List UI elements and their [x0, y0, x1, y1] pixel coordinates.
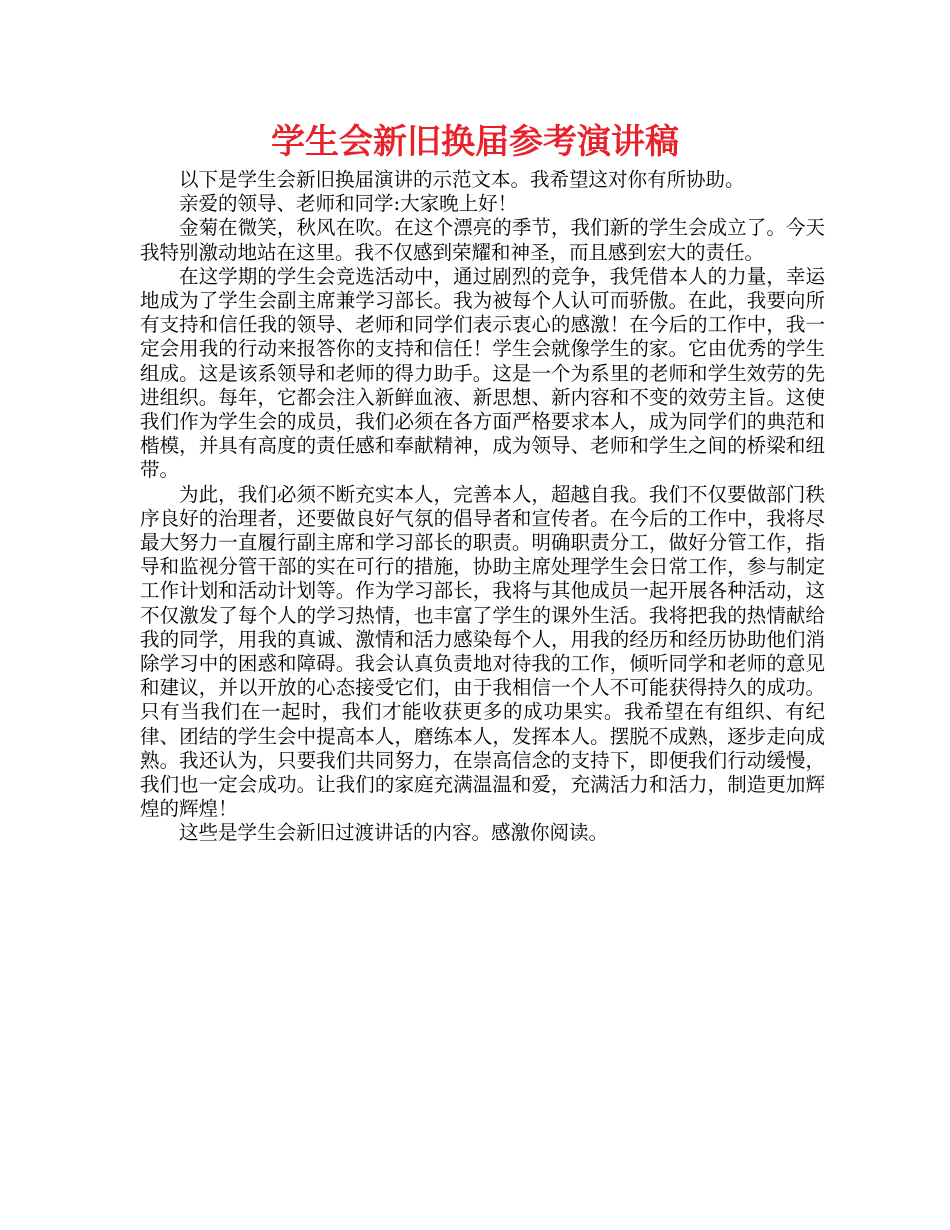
- paragraph-closing: 这些是学生会新旧过渡讲话的内容。感激你阅读。: [179, 821, 609, 845]
- paragraph-intro: 以下是学生会新旧换届演讲的示范文本。我希望这对你有所协助。: [179, 168, 745, 191]
- document-title: 学生会新旧换届参考演讲稿: [271, 122, 679, 162]
- paragraph-election: 在这学期的学生会竞选活动中，通过剧烈的竞争，我凭借本人的力量，幸运地成为了学生会副主席兼学习部长。我为被每个人认可而骄傲。在此，我要向所有支持和信任我的领导、老师和同学们表示衷心的感激！在今后的工作中，我一定会用我的行动来报答你的支持和信任！学生会就像学生的家。它由优秀的学生组成。这是该系领导和老师的得力助手。这是一个为系里的老师和学生效劳的先进组织。每年，它都会注入新鲜血液、新思想、新内容和不变的效劳主旨。这使我们作为学生会的成员，我们必须在各方面严格要求本人，成为同学们的典范和楷模，并具有高度的责任感和奉献精神，成为领导、老师和学生之间的桥梁和纽带。: [140, 264, 825, 482]
- paragraph-commitment: 为此，我们必须不断充实本人，完善本人，超越自我。我们不仅要做部门秩序良好的治理者，还要做良好气氛的倡导者和宣传者。在今后的工作中，我将尽最大努力一直履行副主席和学习部长的职责。明确职责分工，做好分管工作，指导和监视分管干部的实在可行的措施，协助主席处理学生会日常工作，参与制定工作计划和活动计划等。作为学习部长，我将与其他成员一起开展各种活动，这不仅激发了每个人的学习热情，也丰富了学生的课外生活。我将把我的热情献给我的同学，用我的真诚、激情和活力感染每个人，用我的经历和经历协助他们消除学习中的困惑和障碍。我会认真负责地对待我的工作，倾听同学和老师的意见和建议，并以开放的心态接受它们，由于我相信一个人不可能获得持久的成功。只有当我们在一起时，我们才能收获更多的成功果实。我希望在有组织、有纪律、团结的学生会中提高本人，磨练本人，发挥本人。摆脱不成熟，逐步走向成熟。我还认为，只要我们共同努力，在崇高信念的支持下，即便我们行动缓慢，我们也一定会成功。让我们的家庭充满温温和爱，充满活力和活力，制造更加辉煌的辉煌！: [140, 482, 825, 821]
- document-body: [140, 168, 825, 846]
- paragraph-greeting: 亲爱的领导、老师和同学:大家晚上好！: [179, 192, 518, 216]
- paragraph-opening: 金菊在微笑，秋风在吹。在这个漂亮的季节，我们新的学生会成立了。今天我特别激动地站在这里。我不仅感到荣耀和神圣，而且感到宏大的责任。: [140, 216, 825, 264]
